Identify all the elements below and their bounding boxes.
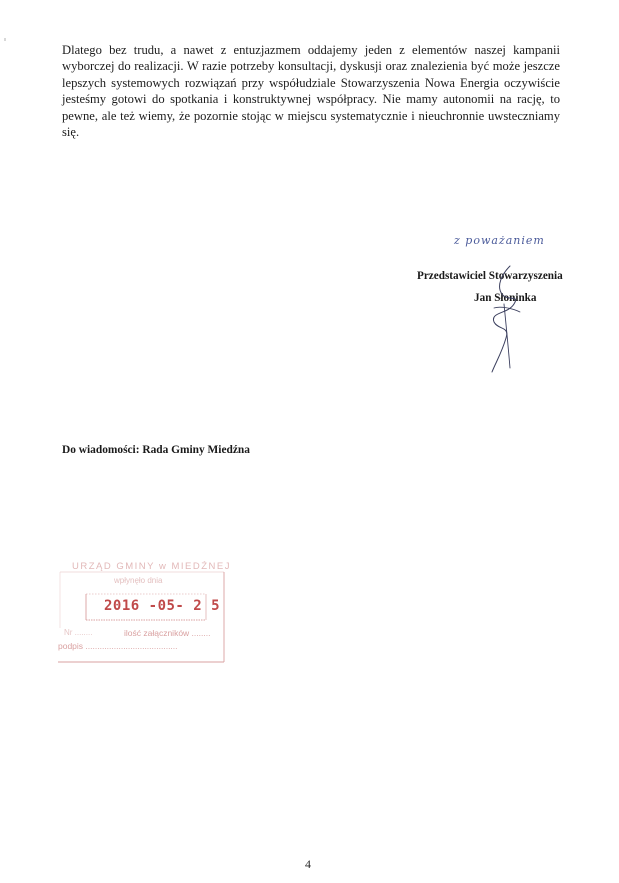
stamp-date: 2016 -05- 2 5 bbox=[104, 598, 221, 614]
stamp-signature-field: podpis ....................................... bbox=[58, 641, 178, 651]
handwritten-closing-note: z poważaniem bbox=[454, 234, 545, 247]
stamp-subheader: wpłynęło dnia bbox=[114, 576, 163, 585]
stamp-number-field: Nr ........ bbox=[64, 628, 93, 637]
signatory-name: Jan Słoninka bbox=[474, 292, 537, 304]
signatory-role: Przedstawiciel Stowarzyszenia bbox=[417, 270, 563, 282]
scan-edge-mark bbox=[4, 38, 6, 41]
stamp-header: URZĄD GMINY w MIEDŹNEJ bbox=[72, 561, 231, 572]
signature-block bbox=[400, 234, 580, 364]
handwritten-signature bbox=[480, 264, 530, 374]
stamp-attachments-field: ilość załączników ........ bbox=[124, 628, 211, 638]
recipient-line: Do wiadomości: Rada Gminy Miedźna bbox=[62, 444, 250, 456]
page-number: 4 bbox=[305, 857, 311, 871]
received-stamp bbox=[56, 558, 231, 664]
body-paragraph: Dlatego bez trudu, a nawet z entuzjazmem oddajemy jeden z elementów naszej kampanii wyborczej do realizacji. W razie potrzeby konsultacji, dyskusji oraz znalezienia być może jeszcze lepszych systemowych rozwiązań przy współudziale Stowarzyszenia Nowa Energia oczywiście jesteśmy gotowi do spotkania i konstruktywnej współpracy. Nie mamy autonomii na rację, to pewne, ale też wiemy, że pozornie stojąc w miejscu systematycznie i nieuchronnie uwsteczniamy się. bbox=[62, 43, 560, 140]
